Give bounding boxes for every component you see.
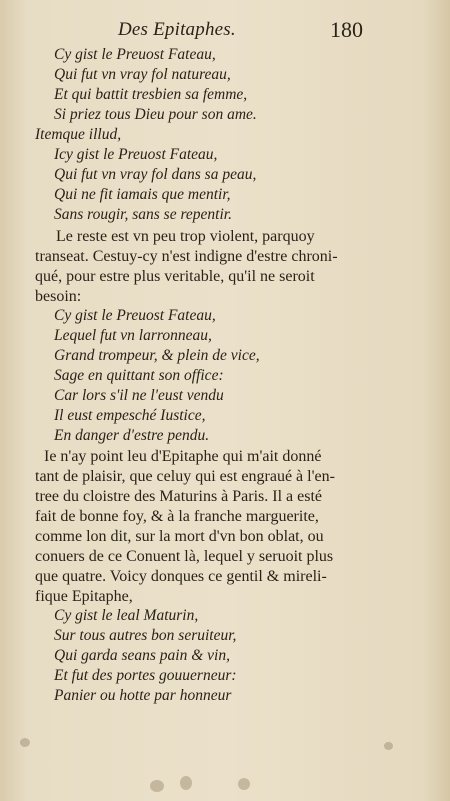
prose-line: tree du cloistre des Maturins à Paris. Il a esté <box>35 488 323 505</box>
verse-line: Si priez tous Dieu pour son ame. <box>54 106 257 123</box>
verse-line: Qui ne fit iamais que mentir, <box>54 186 231 203</box>
verse-line: Il eust empesché Iustice, <box>54 407 206 424</box>
page-header <box>0 19 450 45</box>
verse-line: Panier ou hotte par honneur <box>54 687 232 704</box>
prose-line: fait de bonne foy, & à la franche marguerite, <box>35 508 319 525</box>
verse-line: Sur tous autres bon seruiteur, <box>54 627 237 644</box>
prose-line: comme lon dit, sur la mort d'vn bon oblat, ou <box>35 528 324 545</box>
verse-line: Cy gist le leal Maturin, <box>54 607 199 624</box>
prose-line: conuers de ce Conuent là, lequel y seruoit plus <box>35 548 334 565</box>
prose-line: besoin: <box>35 288 82 305</box>
verse-line: Cy gist le Preuost Fateau, <box>54 307 216 324</box>
ink-stain <box>384 742 393 750</box>
page-number: 180 <box>330 17 363 42</box>
prose-line: que quatre. Voicy donques ce gentil & mireli- <box>35 568 327 585</box>
ink-stain <box>20 738 30 747</box>
prose-line: Le reste est vn peu trop violent, parquoy <box>56 228 315 245</box>
prose-line: fique Epitaphe, <box>35 588 133 605</box>
ink-stain <box>150 780 164 792</box>
verse-line: Icy gist le Preuost Fateau, <box>54 146 218 163</box>
verse-line: Sans rougir, sans se repentir. <box>54 206 232 223</box>
prose-line: tant de plaisir, que celuy qui est engraué à l'en- <box>35 468 335 485</box>
ink-stain <box>238 778 250 790</box>
prose-line: Ie n'ay point leu d'Epitaphe qui m'ait donné <box>44 448 322 465</box>
verse-line: Lequel fut vn larronneau, <box>54 327 212 344</box>
verse-line: Grand trompeur, & plein de vice, <box>54 347 260 364</box>
verse-line: Et fut des portes gouuerneur: <box>54 667 237 684</box>
prose-line: transeat. Cestuy-cy n'est indigne d'estre chroni- <box>35 248 338 265</box>
verse-line: Qui garda seans pain & vin, <box>54 647 230 664</box>
ink-stain <box>180 776 192 790</box>
verse-line: Car lors s'il ne l'eust vendu <box>54 387 224 404</box>
verse-line: Sage en quittant son office: <box>54 367 224 384</box>
verse-line: Itemque illud, <box>35 126 122 143</box>
verse-line: En danger d'estre pendu. <box>54 427 210 444</box>
verse-line: Et qui battit tresbien sa femme, <box>54 86 248 103</box>
prose-line: qué, pour estre plus veritable, qu'il ne seroit <box>35 268 315 285</box>
verse-line: Cy gist le Preuost Fateau, <box>54 46 216 63</box>
verse-line: Qui fut vn vray fol dans sa peau, <box>54 166 257 183</box>
verse-line: Qui fut vn vray fol natureau, <box>54 66 231 83</box>
running-title: Des Epitaphes. <box>118 19 236 40</box>
